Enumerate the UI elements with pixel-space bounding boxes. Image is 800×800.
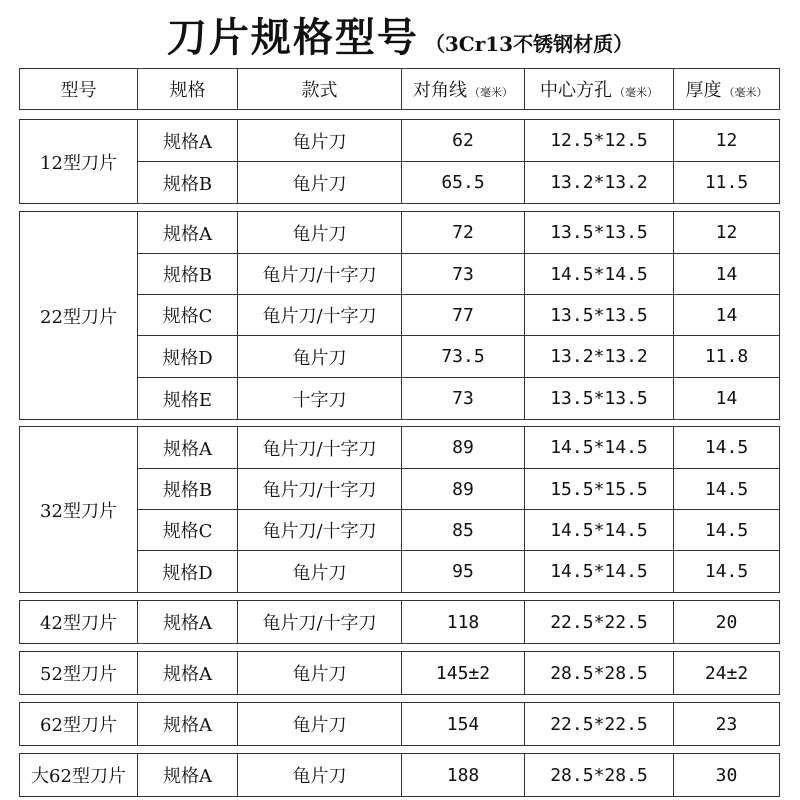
spec-cell: 规格D <box>138 551 238 593</box>
spec-cell: 规格A <box>138 652 238 695</box>
diagonal-cell: 118 <box>402 601 525 644</box>
model-cell: 32型刀片 <box>20 427 138 593</box>
spec-cell: 规格B <box>138 469 238 510</box>
spec-group-table <box>19 753 780 797</box>
header-thickness-label: 厚度 <box>685 80 722 101</box>
diagonal-cell: 72 <box>402 212 525 254</box>
hole-cell: 13.2*13.2 <box>525 162 674 204</box>
thickness-cell: 14.5 <box>674 427 780 469</box>
diagonal-cell: 145±2 <box>402 652 525 695</box>
hole-cell: 14.5*14.5 <box>525 254 674 295</box>
spec-group-table <box>19 600 780 644</box>
thickness-cell: 20 <box>674 601 780 644</box>
diagonal-cell: 188 <box>402 754 525 797</box>
header-table <box>19 68 780 110</box>
hole-cell: 28.5*28.5 <box>525 652 674 695</box>
header-row <box>20 69 780 110</box>
title-material: （3Cr13不锈钢材质） <box>424 32 634 56</box>
spec-cell: 规格B <box>138 162 238 204</box>
hole-cell: 13.5*13.5 <box>525 212 674 254</box>
spec-group-table <box>19 651 780 695</box>
hole-cell: 15.5*15.5 <box>525 469 674 510</box>
spec-group-table <box>19 702 780 746</box>
model-cell: 42型刀片 <box>20 601 138 644</box>
page-title <box>0 6 800 62</box>
hole-cell: 14.5*14.5 <box>525 551 674 593</box>
style-cell: 龟片刀/十字刀 <box>238 295 402 336</box>
thickness-cell: 14.5 <box>674 510 780 551</box>
table-row <box>20 427 780 469</box>
thickness-cell: 12 <box>674 212 780 254</box>
diagonal-cell: 77 <box>402 295 525 336</box>
table-row <box>20 703 780 746</box>
style-cell: 龟片刀 <box>238 754 402 797</box>
table-row <box>20 754 780 797</box>
spec-cell: 规格A <box>138 754 238 797</box>
thickness-cell: 14 <box>674 295 780 336</box>
spec-cell: 规格C <box>138 510 238 551</box>
diagonal-cell: 65.5 <box>402 162 525 204</box>
hole-cell: 13.5*13.5 <box>525 378 674 420</box>
hole-cell: 22.5*22.5 <box>525 703 674 746</box>
style-cell: 龟片刀 <box>238 551 402 593</box>
style-cell: 龟片刀/十字刀 <box>238 510 402 551</box>
thickness-cell: 14.5 <box>674 469 780 510</box>
diagonal-cell: 73 <box>402 254 525 295</box>
hole-cell: 22.5*22.5 <box>525 601 674 644</box>
diagonal-cell: 62 <box>402 120 525 162</box>
diagonal-cell: 73 <box>402 378 525 420</box>
spec-group-table <box>19 211 780 420</box>
spec-cell: 规格D <box>138 336 238 378</box>
model-cell: 大62型刀片 <box>20 754 138 797</box>
spec-cell: 规格A <box>138 212 238 254</box>
header-hole-unit: （毫米） <box>614 86 658 99</box>
style-cell: 龟片刀 <box>238 703 402 746</box>
thickness-cell: 12 <box>674 120 780 162</box>
header-diagonal-label: 对角线 <box>413 80 467 101</box>
style-cell: 龟片刀 <box>238 336 402 378</box>
spec-group-table <box>19 426 780 593</box>
style-cell: 龟片刀/十字刀 <box>238 469 402 510</box>
diagonal-cell: 154 <box>402 703 525 746</box>
style-cell: 龟片刀/十字刀 <box>238 254 402 295</box>
style-cell: 龟片刀 <box>238 212 402 254</box>
thickness-cell: 11.5 <box>674 162 780 204</box>
header-thickness-unit: （毫米） <box>723 86 768 99</box>
thickness-cell: 30 <box>674 754 780 797</box>
model-cell: 12型刀片 <box>20 120 138 204</box>
hole-cell: 12.5*12.5 <box>525 120 674 162</box>
diagonal-cell: 73.5 <box>402 336 525 378</box>
style-cell: 龟片刀/十字刀 <box>238 601 402 644</box>
diagonal-cell: 89 <box>402 427 525 469</box>
spec-cell: 规格E <box>138 378 238 420</box>
header-hole-label: 中心方孔 <box>540 80 612 101</box>
spec-group-table <box>19 119 780 204</box>
diagonal-cell: 89 <box>402 469 525 510</box>
header-style: 款式 <box>238 69 402 110</box>
style-cell: 龟片刀/十字刀 <box>238 427 402 469</box>
thickness-cell: 11.8 <box>674 336 780 378</box>
table-row <box>20 601 780 644</box>
diagonal-cell: 95 <box>402 551 525 593</box>
hole-cell: 28.5*28.5 <box>525 754 674 797</box>
table-row <box>20 212 780 254</box>
style-cell: 龟片刀 <box>238 120 402 162</box>
thickness-cell: 23 <box>674 703 780 746</box>
table-row <box>20 652 780 695</box>
hole-cell: 14.5*14.5 <box>525 510 674 551</box>
header-diagonal <box>402 69 525 110</box>
title-main: 刀片规格型号 <box>166 14 419 61</box>
style-cell: 龟片刀 <box>238 162 402 204</box>
header-thickness <box>674 69 780 110</box>
header-hole <box>525 69 674 110</box>
thickness-cell: 14.5 <box>674 551 780 593</box>
table-row <box>20 120 780 162</box>
header-diagonal-unit: （毫米） <box>469 86 513 99</box>
hole-cell: 14.5*14.5 <box>525 427 674 469</box>
diagonal-cell: 85 <box>402 510 525 551</box>
spec-cell: 规格A <box>138 601 238 644</box>
hole-cell: 13.5*13.5 <box>525 295 674 336</box>
header-spec: 规格 <box>138 69 238 110</box>
spec-cell: 规格B <box>138 254 238 295</box>
model-cell: 62型刀片 <box>20 703 138 746</box>
thickness-cell: 14 <box>674 378 780 420</box>
style-cell: 龟片刀 <box>238 652 402 695</box>
spec-cell: 规格A <box>138 703 238 746</box>
model-cell: 22型刀片 <box>20 212 138 420</box>
hole-cell: 13.2*13.2 <box>525 336 674 378</box>
spec-cell: 规格A <box>138 427 238 469</box>
spec-cell: 规格C <box>138 295 238 336</box>
thickness-cell: 14 <box>674 254 780 295</box>
style-cell: 十字刀 <box>238 378 402 420</box>
model-cell: 52型刀片 <box>20 652 138 695</box>
thickness-cell: 24±2 <box>674 652 780 695</box>
spec-cell: 规格A <box>138 120 238 162</box>
header-model: 型号 <box>20 69 138 110</box>
